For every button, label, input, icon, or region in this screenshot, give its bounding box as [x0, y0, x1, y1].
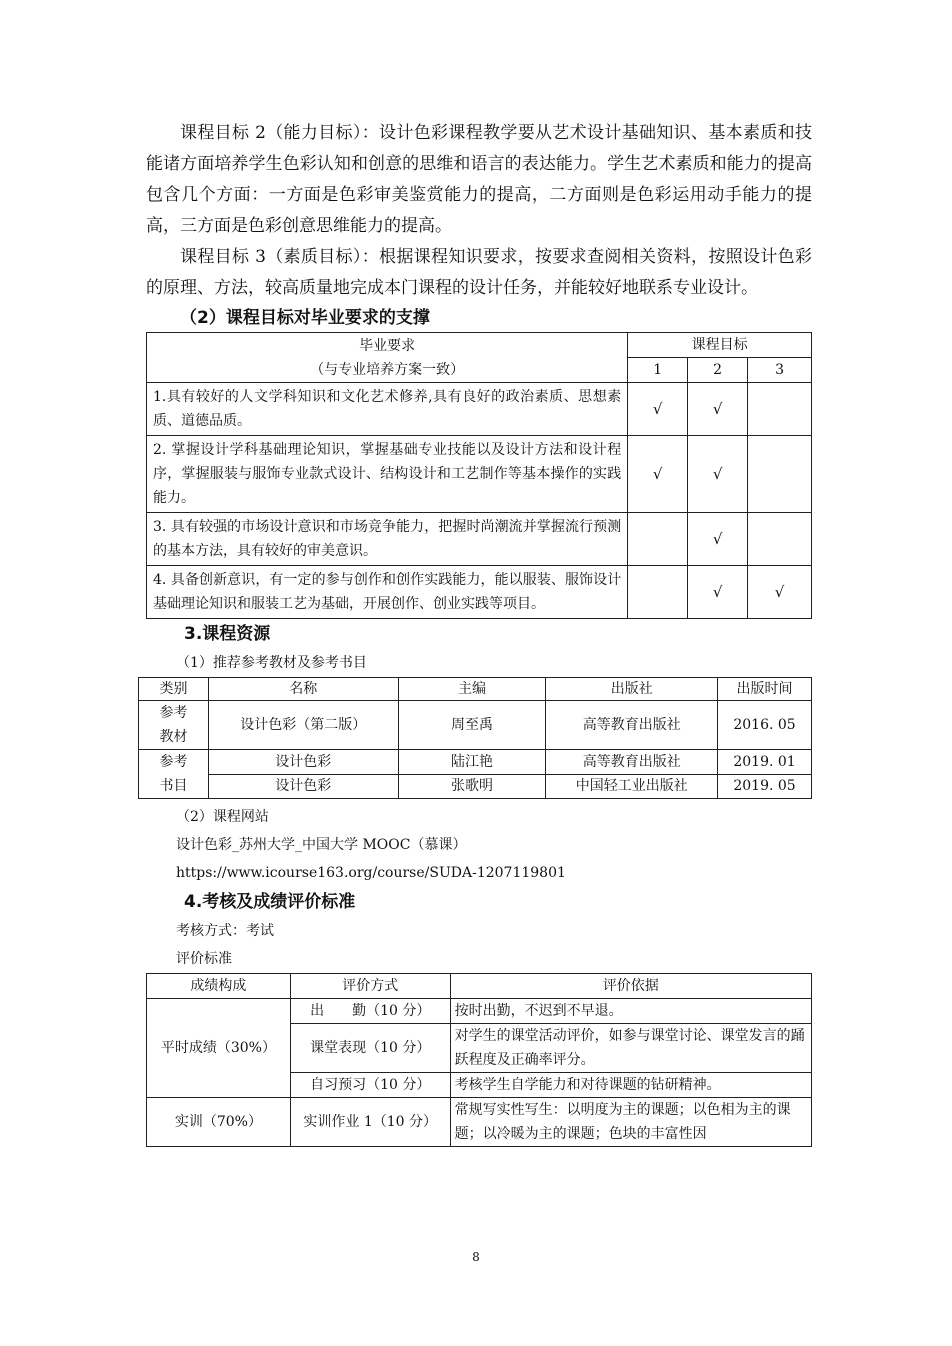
check-mark	[628, 566, 688, 619]
book-date: 2019. 05	[718, 774, 812, 799]
ref-header-publisher: 出版社	[546, 678, 718, 701]
textbook-publisher: 高等教育出版社	[546, 701, 718, 750]
table-row	[147, 383, 812, 436]
check-mark: √	[688, 513, 748, 566]
books-cat-line1: 参考	[159, 754, 188, 770]
assessment-criteria: 评价标准	[176, 951, 232, 967]
col-requirement-header	[147, 333, 628, 383]
page-body	[146, 118, 812, 1147]
col-req-line2: （与专业培养方案一致）	[310, 361, 465, 378]
regular-score: 平时成绩（30%）	[147, 999, 291, 1098]
support-heading: （2）课程目标对毕业要求的支撑	[180, 308, 430, 328]
ref-header-category: 类别	[139, 678, 209, 701]
assess-basis: 常规写实性写生：以明度为主的课题；以色相为主的课题；以冷暖为主的课题；色块的丰富性因	[450, 1098, 811, 1147]
table-row	[147, 436, 812, 513]
check-mark: √	[628, 436, 688, 513]
check-mark: √	[688, 566, 748, 619]
requirement-text: 4. 具备创新意识，有一定的参与创作和创作实践能力，能以服装、服饰设计基础理论知识和服装工艺为基础，开展创作、创业实践等项目。	[147, 566, 628, 619]
page-number: 8	[472, 1250, 480, 1264]
textbook-category	[139, 701, 209, 750]
textbook-name: 设计色彩（第二版）	[208, 701, 398, 750]
check-mark: √	[688, 383, 748, 436]
goal2-paragraph: 课程目标 2（能力目标）：设计色彩课程教学要从艺术设计基础知识、基本素质和技能诸方面培养学生色彩认知和创意的思维和语言的表达能力。学生艺术素质和能力的提高包含几个方面：一方面是色彩审美鉴赏能力的提高，二方面则是色彩运用动手能力的提高，三方面是色彩创意思维能力的提高。	[146, 123, 812, 236]
table-row	[147, 1098, 812, 1147]
book-editor: 张歌明	[398, 774, 546, 799]
assessment-heading: 4.考核及成绩评价标准	[184, 892, 356, 912]
book-publisher: 中国轻工业出版社	[546, 774, 718, 799]
books-cat-line2: 书目	[159, 778, 188, 794]
check-mark: √	[748, 566, 812, 619]
assessment-table	[146, 973, 812, 1147]
goal-num-1: 1	[628, 358, 688, 383]
table-row	[147, 513, 812, 566]
table-row	[139, 774, 812, 799]
website-subheading: （2）课程网站	[176, 809, 269, 825]
textbook-cat-line1: 参考	[159, 705, 188, 721]
assess-header-basis: 评价依据	[450, 974, 811, 999]
table-row	[139, 701, 812, 750]
textbook-cat-line2: 教材	[159, 729, 188, 745]
goal-num-3: 3	[748, 358, 812, 383]
references-table	[138, 677, 812, 799]
check-mark: √	[688, 436, 748, 513]
goal3-paragraph: 课程目标 3（素质目标）：根据课程知识要求，按要求查阅相关资料，按照设计色彩的原理、方法，较高质量地完成本门课程的设计任务，并能较好地联系专业设计。	[146, 247, 812, 298]
requirement-text: 2. 掌握设计学科基础理论知识，掌握基础专业技能以及设计方法和设计程序，掌握服装与服饰专业款式设计、结构设计和工艺制作等基本操作的实践能力。	[147, 436, 628, 513]
references-subheading: （1）推荐参考教材及参考书目	[176, 655, 367, 671]
website-url[interactable]: https://www.icourse163.org/course/SUDA-1207119801	[176, 865, 566, 881]
website-name: 设计色彩_苏州大学_中国大学 MOOC（慕课）	[176, 837, 467, 853]
requirement-text: 1.具有较好的人文学科知识和文化艺术修养,具有良好的政治素质、思想素质、道德品质。	[147, 383, 628, 436]
ref-header-name: 名称	[208, 678, 398, 701]
table-row	[139, 750, 812, 775]
table-row	[147, 566, 812, 619]
textbook-date: 2016. 05	[718, 701, 812, 750]
assess-header-component: 成绩构成	[147, 974, 291, 999]
assess-basis: 对学生的课堂活动评价，如参与课堂讨论、课堂发言的踊跃程度及正确率评分。	[450, 1024, 811, 1073]
goal-num-2: 2	[688, 358, 748, 383]
requirement-text: 3. 具有较强的市场设计意识和市场竞争能力，把握时尚潮流并掌握流行预测的基本方法，具有较好的审美意识。	[147, 513, 628, 566]
check-mark	[748, 436, 812, 513]
books-category	[139, 750, 209, 799]
assess-way: 自习预习（10 分）	[290, 1073, 450, 1098]
book-publisher: 高等教育出版社	[546, 750, 718, 775]
table-row	[147, 999, 812, 1024]
assess-way: 课堂表现（10 分）	[290, 1024, 450, 1073]
check-mark	[748, 383, 812, 436]
assess-basis: 考核学生自学能力和对待课题的钻研精神。	[450, 1073, 811, 1098]
check-mark: √	[628, 383, 688, 436]
assess-way: 实训作业 1（10 分）	[290, 1098, 450, 1147]
ref-header-editor: 主编	[398, 678, 546, 701]
check-mark	[748, 513, 812, 566]
assess-basis: 按时出勤，不迟到不早退。	[450, 999, 811, 1024]
assessment-method: 考核方式：考试	[176, 923, 274, 939]
practice-score: 实训（70%）	[147, 1098, 291, 1147]
assess-way: 出 勤（10 分）	[290, 999, 450, 1024]
textbook-editor: 周至禹	[398, 701, 546, 750]
assess-header-way: 评价方式	[290, 974, 450, 999]
resources-heading: 3.课程资源	[184, 624, 271, 644]
check-mark	[628, 513, 688, 566]
book-editor: 陆江艳	[398, 750, 546, 775]
col-req-line1: 毕业要求	[359, 337, 416, 354]
book-name: 设计色彩	[208, 750, 398, 775]
book-name: 设计色彩	[208, 774, 398, 799]
support-table	[146, 332, 812, 619]
book-date: 2019. 01	[718, 750, 812, 775]
ref-header-date: 出版时间	[718, 678, 812, 701]
col-goal-header: 课程目标	[628, 333, 812, 358]
